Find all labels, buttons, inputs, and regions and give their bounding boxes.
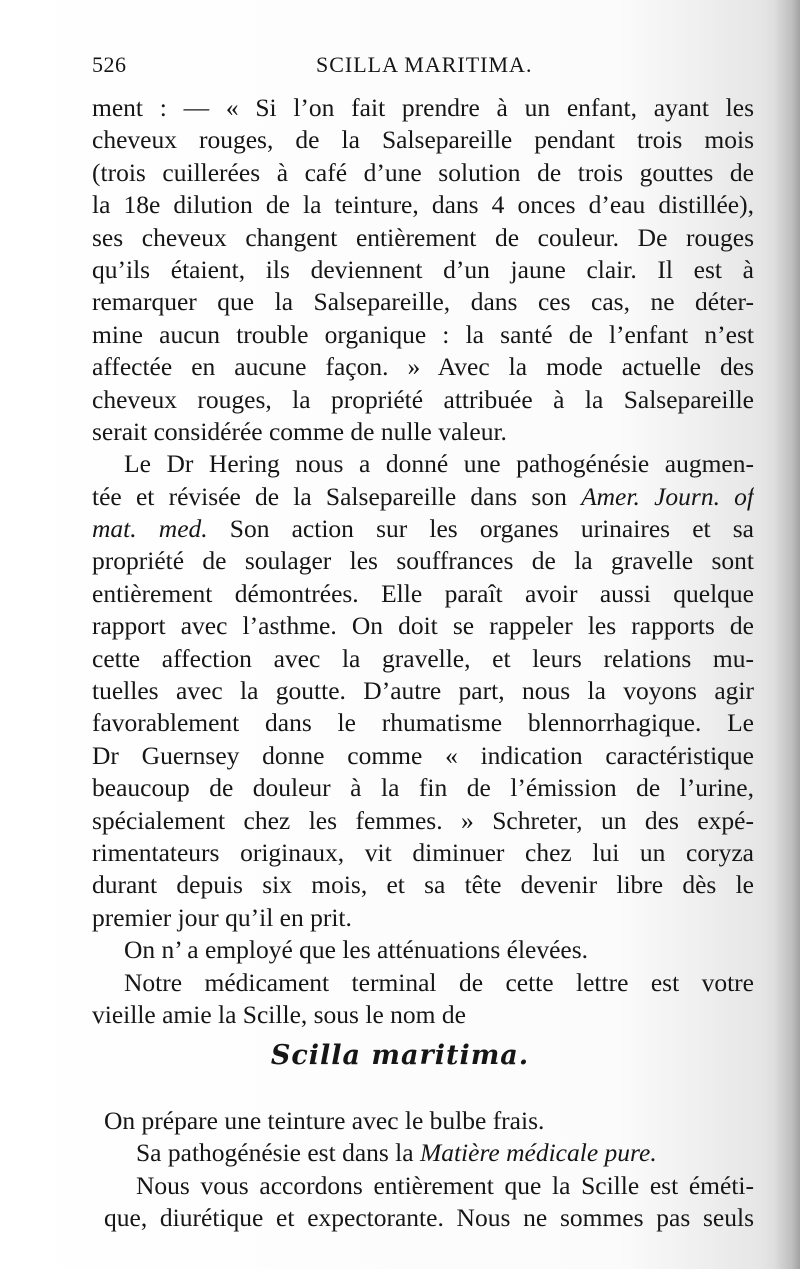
text-line: Le Dr Hering nous a donné une pathogénésie augmen- (124, 449, 754, 479)
text-fragment: Sa pathogénésie est dans la (136, 1138, 420, 1168)
text-line: cheveux rouges, la propriété attribuée à la Salsepareille (92, 384, 754, 414)
text-line: Notre médicament terminal de cette lettre est votre (124, 967, 754, 997)
text-fragment: tée et révisée de la Salsepareille dans son (92, 481, 582, 511)
text-line: entièrement démontrées. Elle paraît avoir aussi quelque (92, 578, 754, 608)
text-line: tuelles avec la goutte. D’autre part, nous la voyons agir (92, 676, 754, 706)
text-line: On prépare une teinture avec le bulbe frais. (104, 1106, 545, 1135)
text-line: propriété de soulager les souffrances de la gravelle sont (92, 546, 754, 576)
text-line: qu’ils étaient, ils deviennent d’un jaune clair. Il est à (92, 254, 754, 284)
text-line: ses cheveux changent entièrement de couleur. De rouges (92, 222, 754, 252)
text-line: remarquer que la Salsepareille, dans ces cas, ne déter- (92, 287, 754, 317)
text-line: beaucoup de douleur à la fin de l’émission de l’urine, (92, 773, 754, 803)
text-line: ment : — « Si l’on fait prendre à un enfant, ayant les (92, 93, 754, 122)
text-line: rapport avec l’asthme. On doit se rappeler les rapports de (92, 611, 754, 641)
text-line: durant depuis six mois, et sa tête devenir libre dès le (92, 870, 754, 900)
text-line: mine aucun trouble organique : la santé de l’enfant n’est (92, 319, 754, 349)
text-line: favorablement dans le rhumatisme blennorrhagique. Le (92, 708, 754, 738)
text-line (92, 513, 754, 545)
text-line: Dr Guernsey donne comme « indication caractéristique (92, 740, 754, 770)
text-line: premier jour qu’il en prit. (92, 902, 352, 932)
text-line: serait considérée comme de nulle valeur. (92, 416, 507, 446)
journal-title: Amer. Journ. of (581, 481, 754, 511)
section-body (104, 1106, 754, 1236)
text-line: On n’ a employé que les atténuations élevées. (124, 935, 589, 965)
text-line: (trois cuillerées à café d’une solution de trois gouttes de (92, 157, 754, 187)
page-number: 526 (92, 52, 127, 77)
text-line: que, diurétique et expectorante. Nous ne sommes pas seuls (104, 1203, 754, 1233)
text-line (92, 481, 754, 513)
page-header (92, 52, 748, 88)
book-title: Matière médicale pure. (419, 1138, 657, 1168)
running-title: SCILLA MARITIMA. (316, 52, 533, 77)
text-line (104, 1138, 754, 1170)
page-edge-shadow (774, 0, 800, 1269)
text-line: rimentateurs originaux, vit diminuer chez lui un coryza (92, 837, 754, 867)
journal-title-cont: mat. med. (92, 514, 208, 544)
text-line: affectée en aucune façon. » Avec la mode actuelle des (92, 352, 754, 382)
text-line: spécialement chez les femmes. » Schreter, un des expé- (92, 805, 754, 835)
text-line: Nous vous accordons entièrement que la Scille est éméti- (136, 1170, 754, 1200)
text-fragment: Son action sur les organes urinaires et sa (207, 514, 754, 544)
text-line: vieille amie la Scille, sous le nom de (92, 999, 466, 1029)
text-line: cheveux rouges, de la Salsepareille pendant trois mois (92, 125, 754, 155)
body-text (92, 92, 754, 1031)
text-line: cette affection avec la gravelle, et leurs relations mu- (92, 643, 754, 673)
text-line: la 18e dilution de la teinture, dans 4 onces d’eau distillée), (92, 190, 754, 220)
section-title: Scilla maritima. (270, 1040, 530, 1071)
